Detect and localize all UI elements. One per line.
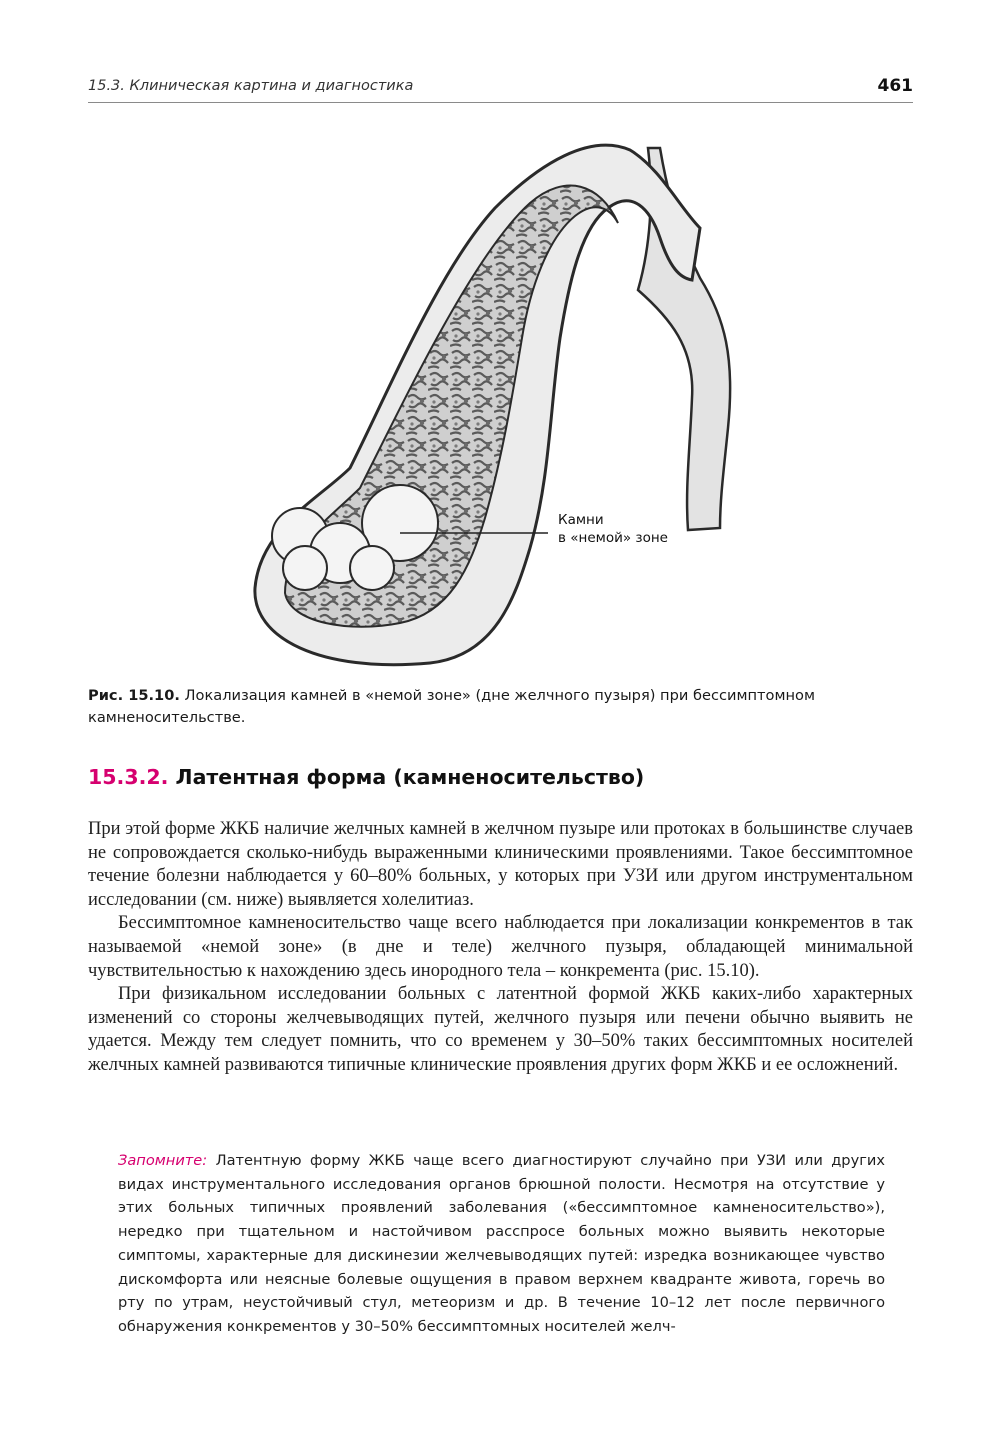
stone <box>350 546 394 590</box>
stone <box>283 546 327 590</box>
page-header <box>88 74 913 103</box>
page-number: 461 <box>877 76 913 96</box>
note-label: Запомните: <box>118 1152 208 1169</box>
caption-label: Рис. 15.10. <box>88 687 180 704</box>
gallbladder-figure <box>230 128 790 676</box>
remember-note <box>118 1149 885 1339</box>
figure-callout <box>558 511 668 547</box>
figure-caption <box>88 685 918 728</box>
section-number: 15.3.2. <box>88 765 169 789</box>
section-title: Латентная форма (камненосительство) <box>168 765 645 789</box>
paragraph: При физикальном исследовании больных с латентной формой ЖКБ каких-либо характерных изменений со стороны желчевыводящих путей, желчного пузыря или печени обычно выявить не удается. Между тем следует помнить, что со временем у 30–50% таких бессимптомных носителей желчных камней развиваются типичные клинические проявления других форм ЖКБ и ее осложнений. <box>88 984 913 1075</box>
paragraph: Бессимптомное камненосительство чаще всего наблюдается при локализации конкрементов в так называемой «немой зоне» (в дне и теле) желчного пузыря, обладающей минимальной чувствительностью к нахождению здесь инородного тела – конкремента (рис. 15.10). <box>88 913 913 981</box>
callout-line-1: Камни <box>558 512 604 528</box>
caption-text: Локализация камней в «немой зоне» (дне желчного пузыря) при бессимптомном камненосительстве. <box>88 687 815 726</box>
running-head: 15.3. Клиническая картина и диагностика <box>88 78 414 94</box>
callout-line-2: в «немой» зоне <box>558 530 668 546</box>
note-text: Латентную форму ЖКБ чаще всего диагностируют случайно при УЗИ или других видах инструментального исследования органов брюшной полости. Несмотря на отсутствие у этих больных типичных проявлений заболевания («бессимптомное камненосительство»), нередко при тщательном и настойчивом расспросе больных можно выявить некоторые симптомы, характерные для дискинезии желчевыводящих путей: изредка возникающее чувство дискомфорта или неясные болевые ощущения в правом верхнем квадранте живота, горечь во рту по утрам, неустойчивый стул, метеоризм и др. В течение 10–12 лет после первичного обнаружения конкрементов у 30–50% бессимптомных носителей желч- <box>118 1152 885 1335</box>
gallbladder-illustration <box>230 128 790 676</box>
section-heading <box>88 765 918 789</box>
body-text <box>88 818 913 1078</box>
paragraph: При этой форме ЖКБ наличие желчных камней в желчном пузыре или протоках в большинстве случаев не сопровождается сколько-нибудь выраженными клиническими проявлениями. Такое бессимптомное течение болезни наблюдается у 60–80% больных, у которых при УЗИ или другом инструментальном исследовании (см. ниже) выявляется холелитиаз. <box>88 819 913 910</box>
